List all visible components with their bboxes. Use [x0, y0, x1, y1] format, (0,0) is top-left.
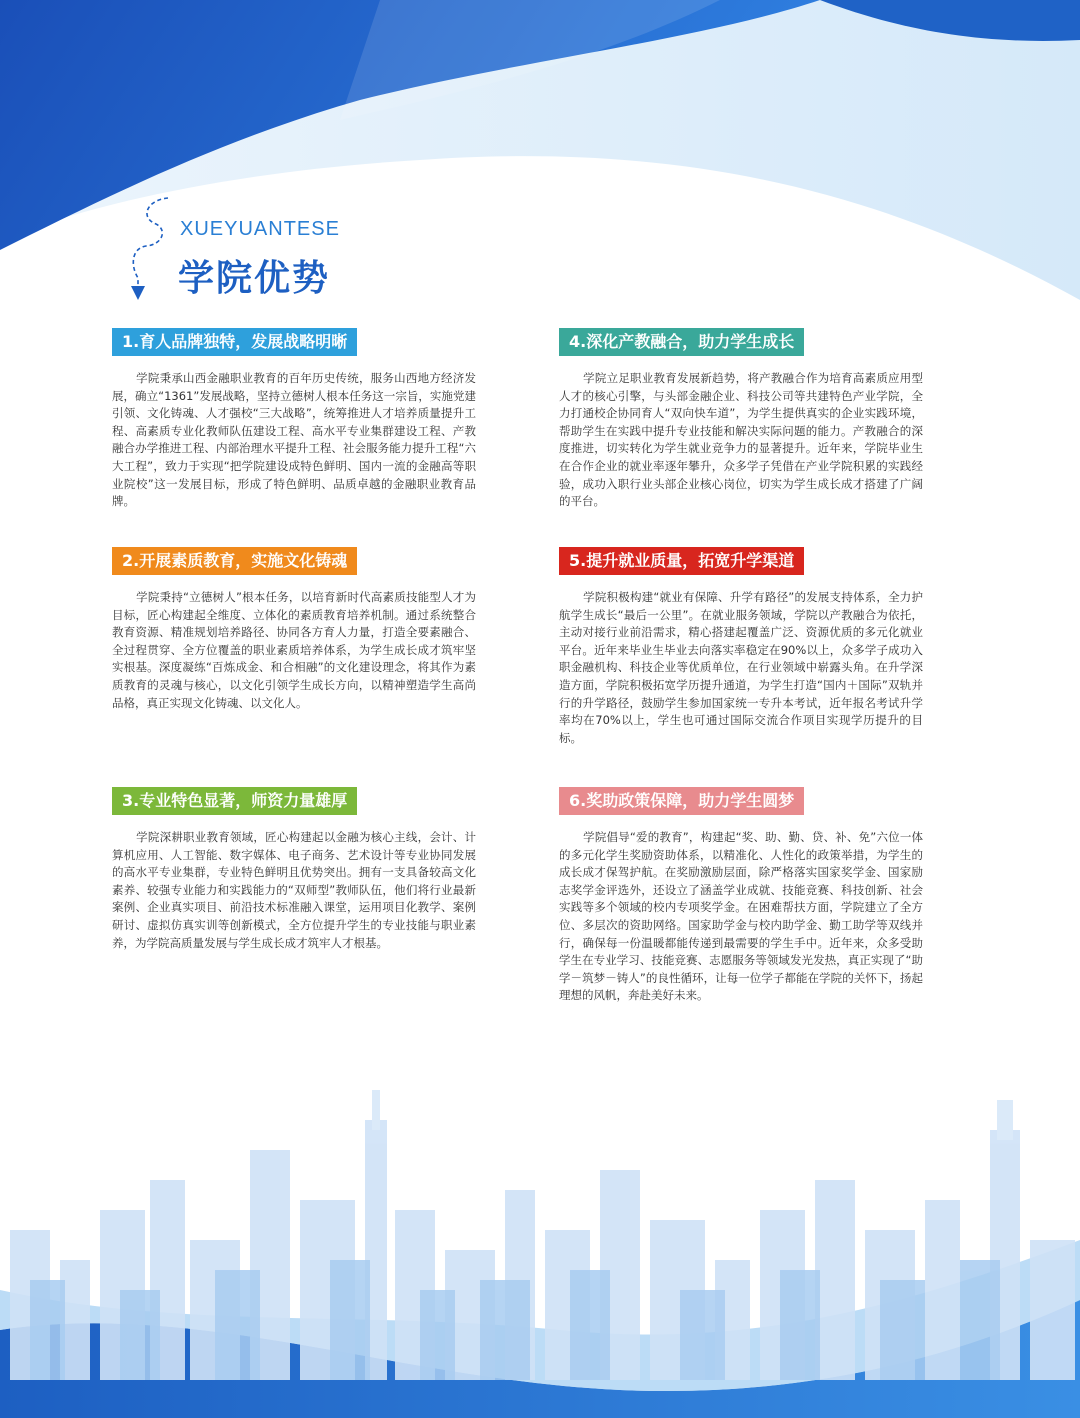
section-body: 学院倡导“爱的教育”，构建起“奖、助、勤、贷、补、免”六位一体的多元化学生奖励资助体系，以精准化、人性化的政策举措，为学生的成长成才保驾护航。在奖励激励层面，除严格落实国家奖学金、国家励志奖学金评选外，还设立了涵盖学业成就、技能竞赛、科技创新、社会实践等多个领域的校内专项奖学金。在困难帮扶方面，学院建立了全方位、多层次的资助网络。国家助学金与校内助学金、勤工助学等双线并行，确保每一份温暖都能传递到最需要的学生手中。近年来，众多受助学生在专业学习、技能竞赛、志愿服务等领域发光发热，真正实现了“助学－筑梦－铸人”的良性循环，让每一位学子都能在学院的关怀下，扬起理想的风帆，奔赴美好未来。 — [559, 830, 923, 1003]
section-body: 学院积极构建“就业有保障、升学有路径”的发展支持体系，全力护航学生成长“最后一公里”。在就业服务领域，学院以产教融合为依托，主动对接行业前沿需求，精心搭建起覆盖广泛、资源优质的多元化就业平台。近年来毕业生毕业去向落实率稳定在90%以上，众多学子成功入职金融机构、科技企业等优质单位，在行业领域中崭露头角。在升学深造方面，学院积极拓宽学历提升通道，为学生打造“国内＋国际”双轨并行的升学路径，鼓励学生参加国家统一专升本考试，近年报名考试升学率均在70%以上，学生也可通过国际交流合作项目实现学历提升的目标。 — [559, 590, 923, 745]
section-6 — [559, 787, 923, 1005]
header-subtitle: XUEYUANTESE — [180, 218, 340, 240]
section-body: 学院秉持“立德树人”根本任务，以培育新时代高素质技能型人才为目标，匠心构建起全维度、立体化的素质教育培养机制。通过系统整合教育资源、精准规划培养路径、协同各方育人力量，打造全要素融合、全过程贯穿、全方位覆盖的职业素质培养体系，为学生成长成才筑牢坚实根基。深度凝练“百炼成金、和合相融”的文化建设理念，将其作为素质教育的灵魂与核心，以文化引领学生成长方向，以精神塑造学生高尚品格，真正实现文化铸魂、以文化人。 — [112, 590, 476, 710]
section-body: 学院立足职业教育发展新趋势，将产教融合作为培育高素质应用型人才的核心引擎，与头部金融企业、科技公司等共建特色产业学院，全力打通校企协同育人“双向快车道”，为学生提供真实的企业实践环境，帮助学生在实践中提升专业技能和解决实际问题的能力。产教融合的深度推进，切实转化为学生就业竞争力的显著提升。近年来，学院毕业生在合作企业的就业率逐年攀升，众多学子凭借在产业学院积累的实践经验，成功入职行业头部企业核心岗位，切实为学生成长成才搭建了广阔的平台。 — [559, 371, 923, 509]
section-title: 2.开展素质教育，实施文化铸魂 — [112, 547, 357, 575]
section-1 — [112, 328, 476, 511]
city-skyline — [0, 1090, 1080, 1418]
page-title: 学院优势 — [178, 258, 331, 299]
section-3 — [112, 787, 476, 952]
section-title: 6.奖助政策保障，助力学生圆梦 — [559, 787, 804, 815]
section-title: 4.深化产教融合，助力学生成长 — [559, 328, 804, 356]
section-2 — [112, 547, 476, 712]
section-title: 5.提升就业质量，拓宽升学渠道 — [559, 547, 804, 575]
section-title: 1.育人品牌独特，发展战略明晰 — [112, 328, 357, 356]
section-4 — [559, 328, 923, 511]
section-title: 3.专业特色显著，师资力量雄厚 — [112, 787, 357, 815]
section-body: 学院深耕职业教育领域，匠心构建起以金融为核心主线，会计、计算机应用、人工智能、数字媒体、电子商务、艺术设计等专业协同发展的高水平专业集群，专业特色鲜明且优势突出。拥有一支具备较高文化素养、较强专业能力和实践能力的“双师型”教师队伍，他们将行业最新案例、企业真实项目、前沿技术标准融入课堂，运用项目化教学、案例研讨、虚拟仿真实训等创新模式，全方位提升学生的专业技能与职业素养，为学院高质量发展与学生成长成才筑牢人才根基。 — [112, 830, 476, 950]
section-body: 学院秉承山西金融职业教育的百年历史传统，服务山西地方经济发展，确立“1361”发展战略，坚持立德树人根本任务这一宗旨，实施党建引领、文化铸魂、人才强校“三大战略”，统筹推进人才培养质量提升工程、高素质专业化教师队伍建设工程、高水平专业集群建设工程、产教融合办学推进工程、内部治理水平提升工程、社会服务能力提升工程“六大工程”，致力于实现“把学院建设成特色鲜明、国内一流的金融高等职业院校”这一发展目标，形成了特色鲜明、品质卓越的金融职业教育品牌。 — [112, 371, 476, 509]
section-5 — [559, 547, 923, 747]
